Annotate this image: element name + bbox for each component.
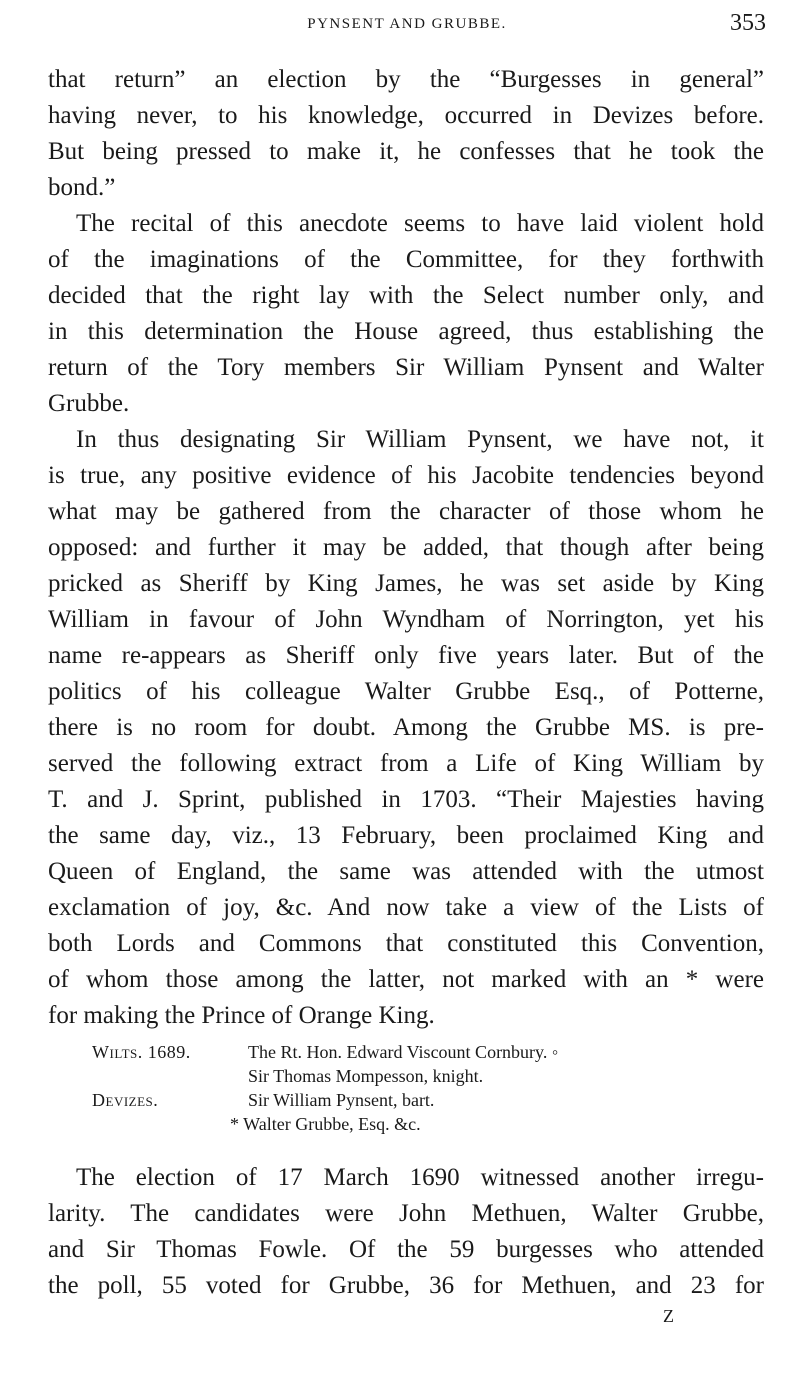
text-line: in this determination the House agreed, thus establishing the: [48, 318, 764, 345]
text-line: William in favour of John Wyndham of Norrington, yet his: [48, 606, 764, 633]
list-member-name: The Rt. Hon. Edward Viscount Cornbury. ◦: [248, 1042, 559, 1062]
list-member-name: Sir Thomas Mompesson, knight.: [248, 1066, 484, 1086]
list-item: [92, 1088, 712, 1112]
list-member-name: * Walter Grubbe, Esq. &c.: [230, 1114, 421, 1134]
text-line: both Lords and Commons that constituted this Convention,: [48, 930, 764, 957]
text-line: of whom those among the latter, not marked with an * were: [48, 966, 764, 993]
text-line: Grubbe.: [48, 390, 130, 417]
list-place: Devizes.: [92, 1090, 159, 1110]
text-line: served the following extract from a Life of King William by: [48, 750, 764, 777]
text-line: bond.”: [48, 174, 116, 201]
text-line: for making the Prince of Orange King.: [48, 1002, 435, 1029]
text-line: there is no room for doubt. Among the Grubbe MS. is pre-: [48, 714, 764, 741]
member-list: [92, 1040, 712, 1136]
text-line: name re-appears as Sheriff only five years later. But of the: [48, 642, 764, 669]
text-line: opposed: and further it may be added, that though after being: [48, 534, 764, 561]
paragraph: [48, 206, 764, 422]
text-line: exclamation of joy, &c. And now take a view of the Lists of: [48, 894, 764, 921]
list-item: [92, 1112, 712, 1136]
text-line: return of the Tory members Sir William Pynsent and Walter: [48, 354, 764, 381]
text-line: the same day, viz., 13 February, been proclaimed King and: [48, 822, 764, 849]
text-line: larity. The candidates were John Methuen, Walter Grubbe,: [48, 1200, 764, 1227]
text-line: In thus designating Sir William Pynsent, we have not, it: [76, 426, 764, 453]
text-line: the poll, 55 voted for Grubbe, 36 for Methuen, and 23 for: [48, 1272, 764, 1299]
text-line: that return” an election by the “Burgesses in general”: [48, 66, 764, 93]
text-line: T. and J. Sprint, published in 1703. “Their Majesties having: [48, 786, 764, 813]
text-line: what may be gathered from the character of those whom he: [48, 498, 764, 525]
list-item: [92, 1040, 712, 1064]
body-text-bottom: [48, 1160, 764, 1304]
text-line: Queen of England, the same was attended with the utmost: [48, 858, 764, 885]
text-line: politics of his colleague Walter Grubbe Esq., of Potterne,: [48, 678, 764, 705]
text-line: pricked as Sheriff by King James, he was set aside by King: [48, 570, 764, 597]
list-item: [92, 1064, 712, 1088]
running-head: PYNSENT AND GRUBBE.: [307, 16, 507, 32]
page-header: [48, 10, 766, 42]
text-line: is true, any positive evidence of his Jacobite tendencies beyond: [48, 462, 764, 489]
text-line: having never, to his knowledge, occurred in Devizes before.: [48, 102, 764, 129]
text-line: The recital of this anecdote seems to have laid violent hold: [76, 210, 764, 237]
text-line: But being pressed to make it, he confesses that he took the: [48, 138, 764, 165]
signature-mark: Z: [663, 1306, 674, 1326]
text-line: of the imaginations of the Committee, for they forthwith: [48, 246, 764, 273]
text-line: The election of 17 March 1690 witnessed another irregu-: [76, 1164, 764, 1191]
paragraph: [48, 1160, 764, 1304]
text-line: decided that the right lay with the Select number only, and: [48, 282, 764, 309]
body-text-top: [48, 62, 764, 1034]
text-line: and Sir Thomas Fowle. Of the 59 burgesses who attended: [48, 1236, 764, 1263]
paragraph: [48, 62, 764, 206]
page-number: 353: [730, 10, 766, 36]
list-place: Wilts. 1689.: [92, 1042, 191, 1062]
paragraph: [48, 422, 764, 1034]
list-member-name: Sir William Pynsent, bart.: [248, 1090, 435, 1110]
